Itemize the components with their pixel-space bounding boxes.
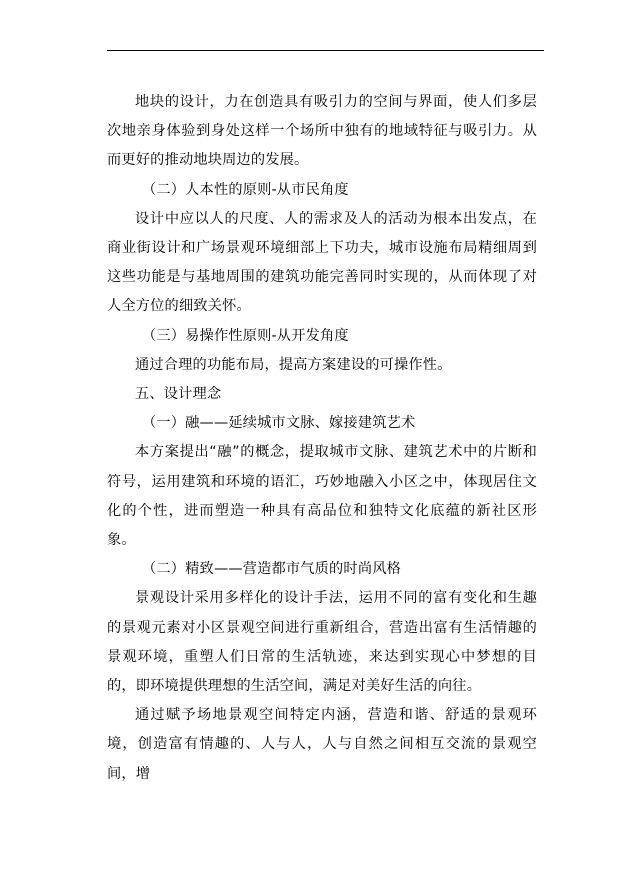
paragraph-function-layout: 通过合理的功能布局，提高方案建设的可操作性。 [135, 356, 452, 373]
paragraph-human-scale: 设计中应以人的尺度、人的需求及人的活动为根本出发点，在商业街设计和广场景观环境细部上下功夫，城市设施布局精细周到这些功能是与基地周围的建筑功能完善同时实现的，从而体现了对人全方位的细致关怀。 [107, 210, 537, 315]
document-body [107, 88, 537, 789]
paragraph-landscape-design: 景观设计采用多样化的设计手法，运用不同的富有变化和生趣的景观元素对小区景观空间进行重新组合，营造出富有生活情趣的景观环境，重塑人们日常的生活轨迹，来达到实现心中梦想的目的，即环境提供理想的生活空间，满足对美好生活的向往。 [107, 590, 537, 695]
paragraph-landscape-space: 通过赋予场地景观空间特定内涵，营造和谐、舒适的景观环境，创造富有情趣的、人与人，人与自然之间相互交流的景观空间，增 [107, 707, 537, 782]
header-rule [107, 50, 544, 51]
heading-integration: （一）融——延续城市文脉、嫁接建筑艺术 [142, 415, 416, 432]
heading-design-concept: 五、设计理念 [135, 386, 222, 403]
paragraph-site-design: 地块的设计，力在创造具有吸引力的空间与界面，使人们多层次地亲身体验到身处这样一个场所中独有的地域特征与吸引力。从而更好的推动地块周边的发展。 [107, 94, 537, 169]
heading-operability-principle: （三）易操作性原则-从开发角度 [142, 327, 349, 344]
heading-humanistic-principle: （二）人本性的原则-从市民角度 [142, 181, 349, 198]
paragraph-integration-concept: 本方案提出“融”的概念，提取城市文脉、建筑艺术中的片断和符号，运用建筑和环境的语汇，巧妙地融入小区之中，体现居住文化的个性，进而塑造一种具有高品位和独特文化底蕴的新社区形象。 [107, 444, 537, 549]
heading-refinement: （二）精致——营造都市气质的时尚风格 [142, 561, 401, 578]
